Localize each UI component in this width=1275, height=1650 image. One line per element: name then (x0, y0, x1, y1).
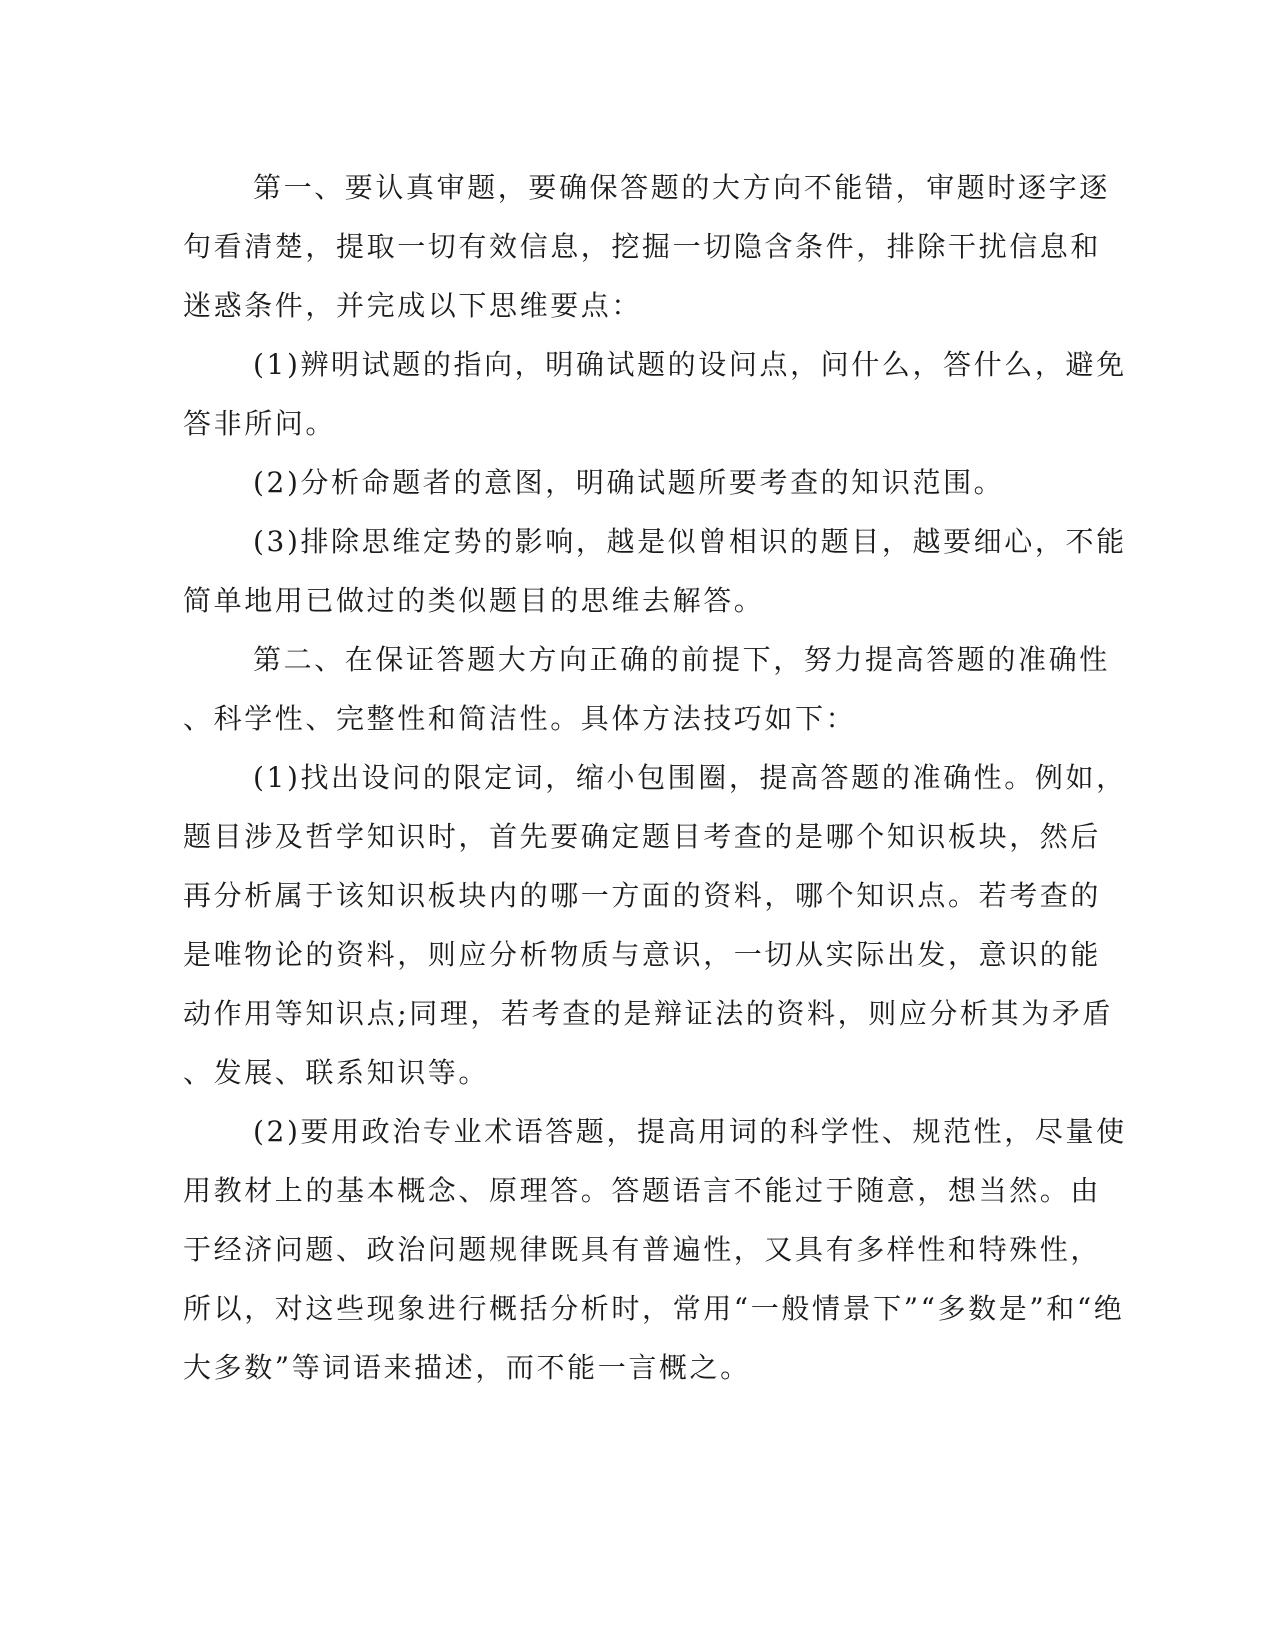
text-line: (1)找出设问的限定词，缩小包围圈，提高答题的准确性。例如， (253, 761, 1127, 794)
document-body (183, 158, 1127, 1397)
text-line: 再分析属于该知识板块内的哪一方面的资料，哪个知识点。若考查的 (183, 879, 1102, 912)
text-line: 第一、要认真审题，要确保答题的大方向不能错，审题时逐字逐 (253, 171, 1110, 204)
text-line: (3)排除思维定势的影响，越是似曾相识的题目，越要细心，不能 (253, 525, 1127, 558)
text-line: 迷惑条件，并完成以下思维要点： (183, 289, 643, 322)
text-line: 答非所问。 (183, 407, 337, 440)
text-line: 题目涉及哲学知识时，首先要确定题目考查的是哪个知识板块，然后 (183, 820, 1102, 853)
text-line: 于经济问题、政治问题规律既具有普遍性，又具有多样性和特殊性， (183, 1233, 1102, 1266)
text-line: (2)分析命题者的意图，明确试题所要考查的知识范围。 (253, 466, 1005, 499)
text-line: 、科学性、完整性和简洁性。具体方法技巧如下： (183, 702, 857, 735)
text-line: 所以，对这些现象进行概括分析时，常用“一般情景下”“多数是”和“绝 (183, 1292, 1125, 1325)
text-line: 大多数”等词语来描述，而不能一言概之。 (183, 1351, 751, 1384)
text-line: 第二、在保证答题大方向正确的前提下，努力提高答题的准确性 (253, 643, 1110, 676)
text-line: 句看清楚，提取一切有效信息，挖掘一切隐含条件，排除干扰信息和 (183, 230, 1102, 263)
text-line: 简单地用已做过的类似题目的思维去解答。 (183, 584, 765, 617)
text-line: 是唯物论的资料，则应分析物质与意识，一切从实际出发，意识的能 (183, 938, 1102, 971)
text-line: (1)辨明试题的指向，明确试题的设问点，问什么，答什么，避免 (253, 348, 1127, 381)
text-line: (2)要用政治专业术语答题，提高用词的科学性、规范性，尽量使 (253, 1115, 1127, 1148)
text-line: 用教材上的基本概念、原理答。答题语言不能过于随意，想当然。由 (183, 1174, 1102, 1207)
text-line: 动作用等知识点;同理，若考查的是辩证法的资料，则应分析其为矛盾 (183, 997, 1114, 1030)
text-line: 、发展、联系知识等。 (183, 1056, 490, 1089)
